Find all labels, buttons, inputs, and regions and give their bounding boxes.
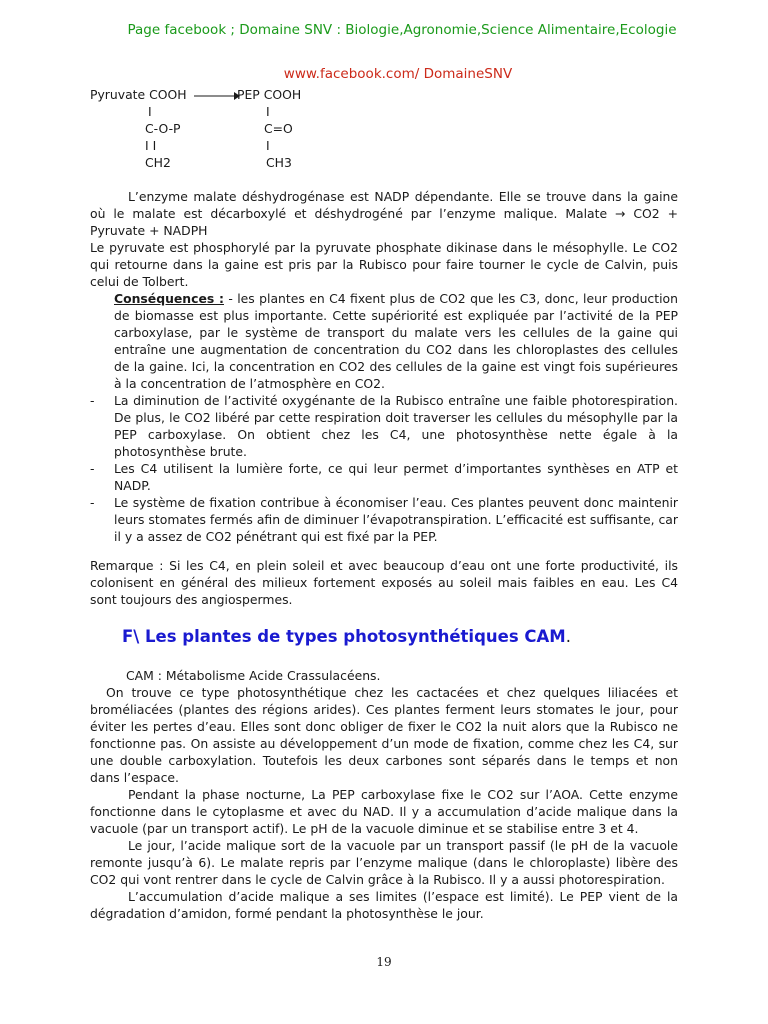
list-item: - Le système de fixation contribue à économiser l’eau. Ces plantes peuvent donc maintenir leurs stomates fermés afin de diminuer l’évapotranspiration. L’efficacité est suffisante, car il y a assez de CO2 pénétrant qui est fixé par la PEP.	[90, 495, 678, 544]
bond: I	[148, 104, 152, 119]
group: C=O	[264, 121, 293, 136]
group: CH2	[145, 155, 171, 170]
bond: I	[266, 104, 270, 119]
group: CH3	[266, 155, 292, 170]
cam-definition: CAM : Métabolisme Acide Crassulacéens.	[126, 668, 381, 683]
list-item: - La diminution de l’activité oxygénante de la Rubisco entraîne une faible photorespiration. De plus, le CO2 libéré par cette respiration doit traverser les cellules du mésophylle par la PEP carboxylase. On obtient chez les C4, une photosynthèse nette égale à la photosynthèse brute.	[90, 393, 678, 459]
cam-text-block	[90, 667, 678, 922]
cam-paragraph-2: Pendant la phase nocturne, La PEP carboxylase fixe le CO2 sur l’AOA. Cette enzyme fonctionne dans le cytoplasme et avec du NAD. Il y a accumulation d’acide malique dans la vacuole (par un transport actif). Le pH de la vacuole diminue et se stabilise entre 3 et 4.	[90, 787, 678, 836]
facebook-page-header: Page facebook ; Domaine SNV : Biologie,Agronomie,Science Alimentaire,Ecologie	[127, 22, 677, 38]
bond: I	[266, 138, 270, 153]
consequences-text: - les plantes en C4 fixent plus de CO2 que les C3, donc, leur production de biomasse est plus importante. Cette supériorité est expliquée par l’activité de la PEP carboxylase, par le système de transport du malate vers les cellules de la gaine qui entraîne une augmentation de concentration du CO2 dans les chloroplastes des cellules de la gaine. Ici, la concentration en CO2 des cellules de la gaine est vingt fois supérieures à la concentration de l’atmosphère en CO2.	[114, 291, 678, 391]
consequences-paragraph	[90, 290, 678, 392]
consequences-label: Conséquences :	[114, 291, 224, 306]
page-number: 19	[376, 955, 392, 969]
reaction-arrow-icon	[194, 91, 240, 101]
list-item: - Les C4 utilisent la lumière forte, ce qui leur permet d’importantes synthèses en ATP et NADP.	[90, 461, 678, 493]
pyruvate-label: Pyruvate COOH	[90, 87, 187, 102]
group: C-O-P	[145, 121, 181, 136]
remarque-paragraph: Remarque : Si les C4, en plein soleil et avec beaucoup d’eau ont une forte productivité, ils colonisent en général des milieux fortement exposés au soleil mais faibles en eau. Les C4 sont toujours des angiospermes.	[90, 558, 678, 607]
bond: I I	[145, 138, 157, 153]
dash: -	[90, 393, 95, 408]
facebook-url[interactable]: www.facebook.com/ DomaineSNV	[283, 66, 513, 82]
cam-paragraph-1: On trouve ce type photosynthétique chez les cactacées et chez quelques liliacées et broméliacées (plantes des régions arides). Ces plantes ferment leurs stomates le jour, pour éviter les pertes d’eau. Elles sont donc obliger de fixer le CO2 la nuit alors que la Rubisco ne fonctionne pas. On assiste au développement d’un mode de fixation, comme chez les C4, sur une double carboxylation. Toutefois les deux carbones sont séparés dans le temps et non dans l’espace.	[90, 685, 678, 785]
cam-paragraph-4: L’accumulation d’acide malique a ses limites (l’espace est limité). Le PEP vient de la dégradation d’amidon, formé pendant la photosynthèse le jour.	[90, 889, 678, 921]
cam-paragraph-3: Le jour, l’acide malique sort de la vacuole par un transport passif (le pH de la vacuole remonte jusqu’à 6). Le malate repris par l’enzyme malique (dans le chloroplaste) libère des CO2 qui vont rentrer dans le cycle de Calvin grâce à la Rubisco. Il y a aussi photorespiration.	[90, 838, 678, 887]
dash: -	[90, 461, 95, 476]
c4-text-block	[90, 188, 678, 608]
section-title-cam: F\ Les plantes de types photosynthétiques CAM.	[122, 627, 571, 646]
pep-label: PEP COOH	[237, 87, 302, 102]
dash: -	[90, 495, 95, 510]
pyruvate-paragraph: Le pyruvate est phosphorylé par la pyruvate phosphate dikinase dans le mésophylle. Le CO2 qui retourne dans la gaine est pris par la Rubisco pour faire tourner le cycle de Calvin, puis celui de Tolbert.	[90, 240, 678, 289]
pyruvate-pep-equation	[90, 86, 390, 176]
enzyme-paragraph: L’enzyme malate déshydrogénase est NADP dépendante. Elle se trouve dans la gaine où le malate est décarboxylé et déshydrogéné par l’enzyme malique. Malate → CO2 + Pyruvate + NADPH	[90, 189, 678, 238]
